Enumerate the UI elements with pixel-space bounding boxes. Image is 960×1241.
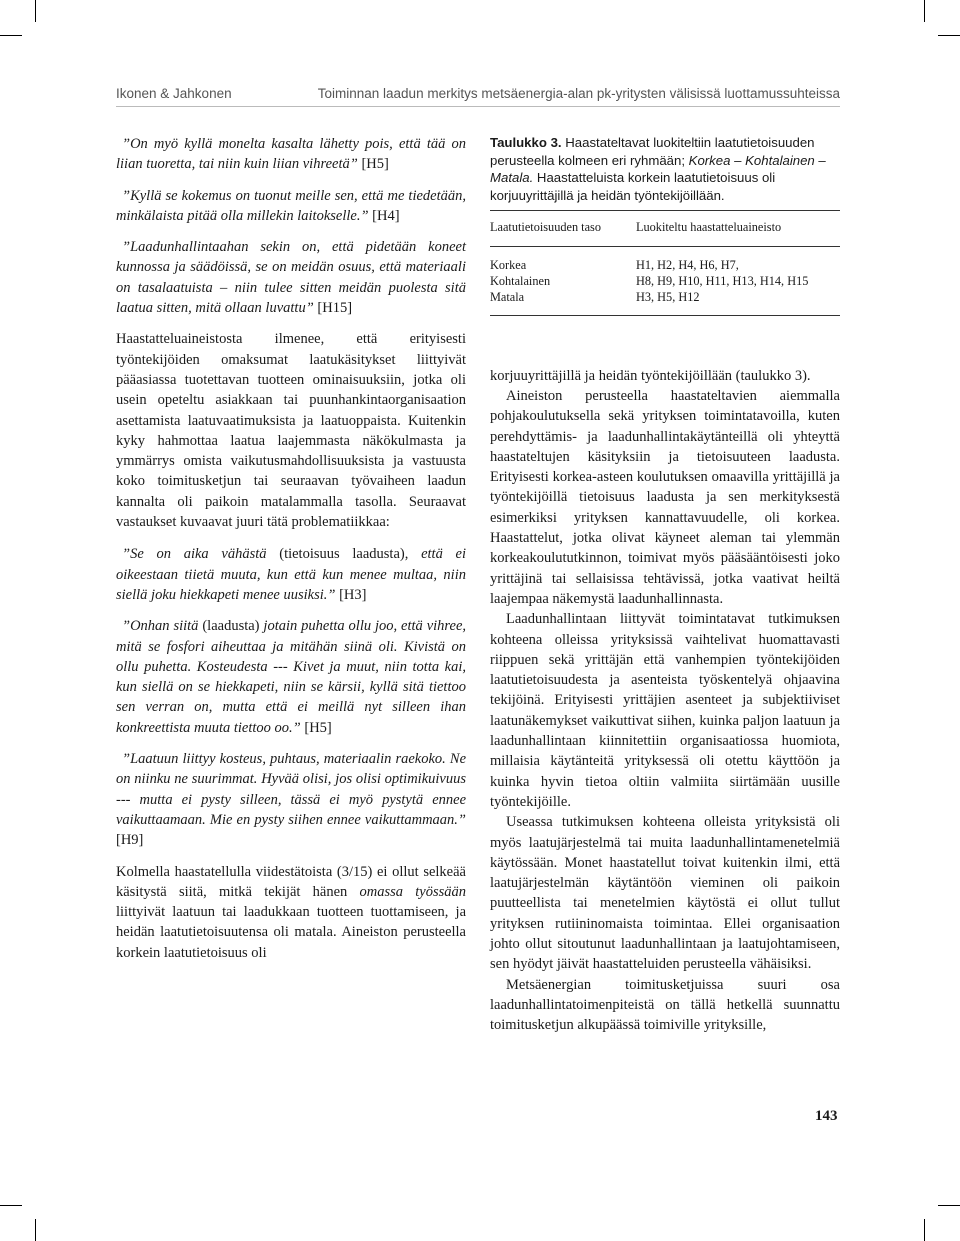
- classification-table: [490, 210, 840, 315]
- quote-h5-a: ”On myö kyllä monelta kasalta lähetty pois, että tää on liian tuoretta, tai niin kuin liian vihreetä” [H5]: [116, 136, 466, 173]
- header-authors: Ikonen & Jahkonen: [116, 86, 232, 101]
- running-header: [116, 86, 840, 107]
- quote-h4: ”Kyllä se kokemus on tuonut meille sen, että me tiedetään, minkälaista pitää olla millekin laitokselle.” [H4]: [116, 187, 466, 224]
- table-row: Korkea H1, H2, H4, H6, H7,: [490, 257, 739, 272]
- body-paragraph: Kolmella haastatellulla viidestätoista (3/15) ei ollut selkeää käsitystä siitä, mitkä tekijät hänen omassa työssään liittyivät laatuun tai laadukkaan tuotteen tuottamiseen, ja heidän laatutietoisuutensa oli matala. Aineiston perusteella korkein laatutietoisuus oli: [116, 863, 466, 961]
- quote-h15: ”Laadunhallintaahan sekin on, että pidetään koneet kunnossa ja säädöissä, se on meidän osuus, että materiaali on tasalaatuista – niin tulee sitten meidän puolesta sitä laatua sitten, mitä ollaan luvattu” [H15]: [116, 239, 466, 317]
- table-header-row: [490, 211, 840, 246]
- quote-h5-b: ”Onhan siitä (laadusta) jotain puhetta ollu joo, että vihree, mitä se fosfori aiheuttaa ja mitähän siinä oli. Kivistä on ollu puhetta. Kosteudesta --- Kivet ja muut, niin totta kai, kun siellä on se hiekkapeti, niin se kärsii, kyllä sitä tiettoo sen verran on, mutta että ei meillä nyt silleen ihan konkreettista muuta tiettoo oo.” [H5]: [116, 618, 467, 736]
- crop-mark: [924, 1219, 925, 1241]
- crop-mark: [0, 35, 22, 36]
- table-header-cell: Laatutietoisuuden taso: [490, 220, 601, 235]
- crop-mark: [35, 1219, 36, 1241]
- body-paragraph: Metsäenergian toimitusketjuissa suuri osa laadunhallintatoimenpiteistä on tällä hetkellä suunnattu toimitusketjun alkupäässä toimiville yrityksille,: [490, 976, 840, 1034]
- body-paragraph: Haastatteluaineistosta ilmenee, että erityisesti työntekijöiden omaksumat laatukäsitykset liittyivät pääasiassa tuotettavan tuotteen ominaisuuksiin, jotka oli usein opeteltu asiakkaan tai puunhankintaorganisaation asettamista laatuvaatimuksista ja laatuoppaista. Kuitenkin kyky hahmottaa laatua laajemmasta näkökulmasta ja ymmärrys omista vaikutusmahdollisuuksista ja vastuusta koko toimitusketjun tai seuraavan työvaiheen laadun kannalta oli paikoin matalammalla tasolla. Seuraavat vastaukset kuvaavat juuri tätä problematiikkaa:: [116, 331, 466, 531]
- left-column: [116, 134, 466, 963]
- crop-mark: [938, 1205, 960, 1206]
- quote-h9: ”Laatuun liittyy kosteus, puhtaus, materiaalin raekoko. Ne on niinku ne suurimmat. Hyvää olisi, jos olisi optimikuivuus --- mutta ei pysty silleen, tässä ei myö pystytä ennee vaikuttaamaan. Mie en pysty siihen ennee vaikuttammaan.” [H9]: [116, 751, 466, 849]
- crop-mark: [0, 1205, 22, 1206]
- header-title: Toiminnan laadun merkitys metsäenergia-alan pk-yritysten välisissä luottamussuhteissa: [317, 86, 840, 101]
- crop-mark: [35, 0, 36, 22]
- table-header-cell: Luokiteltu haastatteluaineisto: [636, 220, 782, 235]
- body-paragraph: Aineiston perusteella haastateltavien aiemmalla pohjakoulutuksella sekä yrityksen toimintatavoilla, kuten perehdyttämis- ja laadunhallintakäytänteillä oli yhteyttä haastateltujen käsityksiin ja tietoisuuteen laadusta. Erityisesti korkea-asteen koulutuksen omaavilla yrittäjillä ja työntekijöillä tietoisuus laadusta ja sen merkityksestä esimerkiksi yrityksen kannattavuudelle, oli korkea. Haastattelut, jotka olivat käyneet aleman tai ylemmän korkeakoulututkinnon, toimivat myös pääsääntöisesti joko yrittäjinä tai sellaisissa tehtävissä, jotka vaativat heiltä laajempaa näkemystä laadunhallinnasta.: [490, 387, 840, 607]
- crop-mark: [938, 35, 960, 36]
- table-row: Kohtalainen H8, H9, H10, H11, H13, H14, H15: [490, 273, 809, 288]
- table-caption: Taulukko 3. Haastateltavat luokiteltiin laatutietoisuuden perusteella kolmeen eri ryhmään; Korkea – Kohtalainen – Matala. Haastatteluista korkein laatutietoisuus oli korjuuyrittäjillä ja heidän työntekijöillään.: [490, 135, 826, 203]
- right-column: [490, 134, 840, 1035]
- body-paragraph: korjuuyrittäjillä ja heidän työntekijöillään (taulukko 3).: [490, 367, 811, 384]
- crop-mark: [924, 0, 925, 22]
- quote-h3: ”Se on aika vähästä (tietoisuus laadusta), että ei oikeestaan tiietä muuta, kun että kun menee multaa, niin siellä joku hiekkapeti menee uusiksi.” [H3]: [116, 546, 467, 603]
- body-paragraph: Useassa tutkimuksen kohteena olleista yrityksistä oli myös laatujärjestelmä tai muita laadunhallintamenetelmiä käytössään. Monet haastatellut toivat kuitenkin ilmi, että laatujärjestelmän käytäntöön vieminen oli paikoin puutteellista tai menetelmien käytöstä ei ollut tullut yrityksen rutiininomaista toimintaa. Ellei organisaation johto ollut sitoutunut laadunhallintaan ja laatujohtamiseen, sen hyödyt jäivät haastatteluiden perusteella vähäisiksi.: [490, 814, 840, 973]
- page-number: 143: [815, 1108, 838, 1124]
- table-row: Matala H3, H5, H12: [490, 289, 700, 304]
- body-paragraph: Laadunhallintaan liittyvät toimintatavat tutkimuksen kohteena olleissa yrityksissä vaihtelivat huomattavasti riippuen sekä yrittäjän että vanhempien työntekijöiden laatutietoisuudesta ja asenteista työskentelyä ohjaavina tekijöinä. Erityisesti yrittäjien asenteet ja subjektiiviset laatunäkemykset vaikuttivat siihen, kuinka paljon laatuun ja laadunhallintaan kiinnitettiin organisaatiossa huomiota, millaisia käytänteitä yrityksessä oli otettu käyttöön ja kuinka hyvin tietoa oltiin valmiita siirtämään uusille työntekijöille.: [490, 611, 840, 810]
